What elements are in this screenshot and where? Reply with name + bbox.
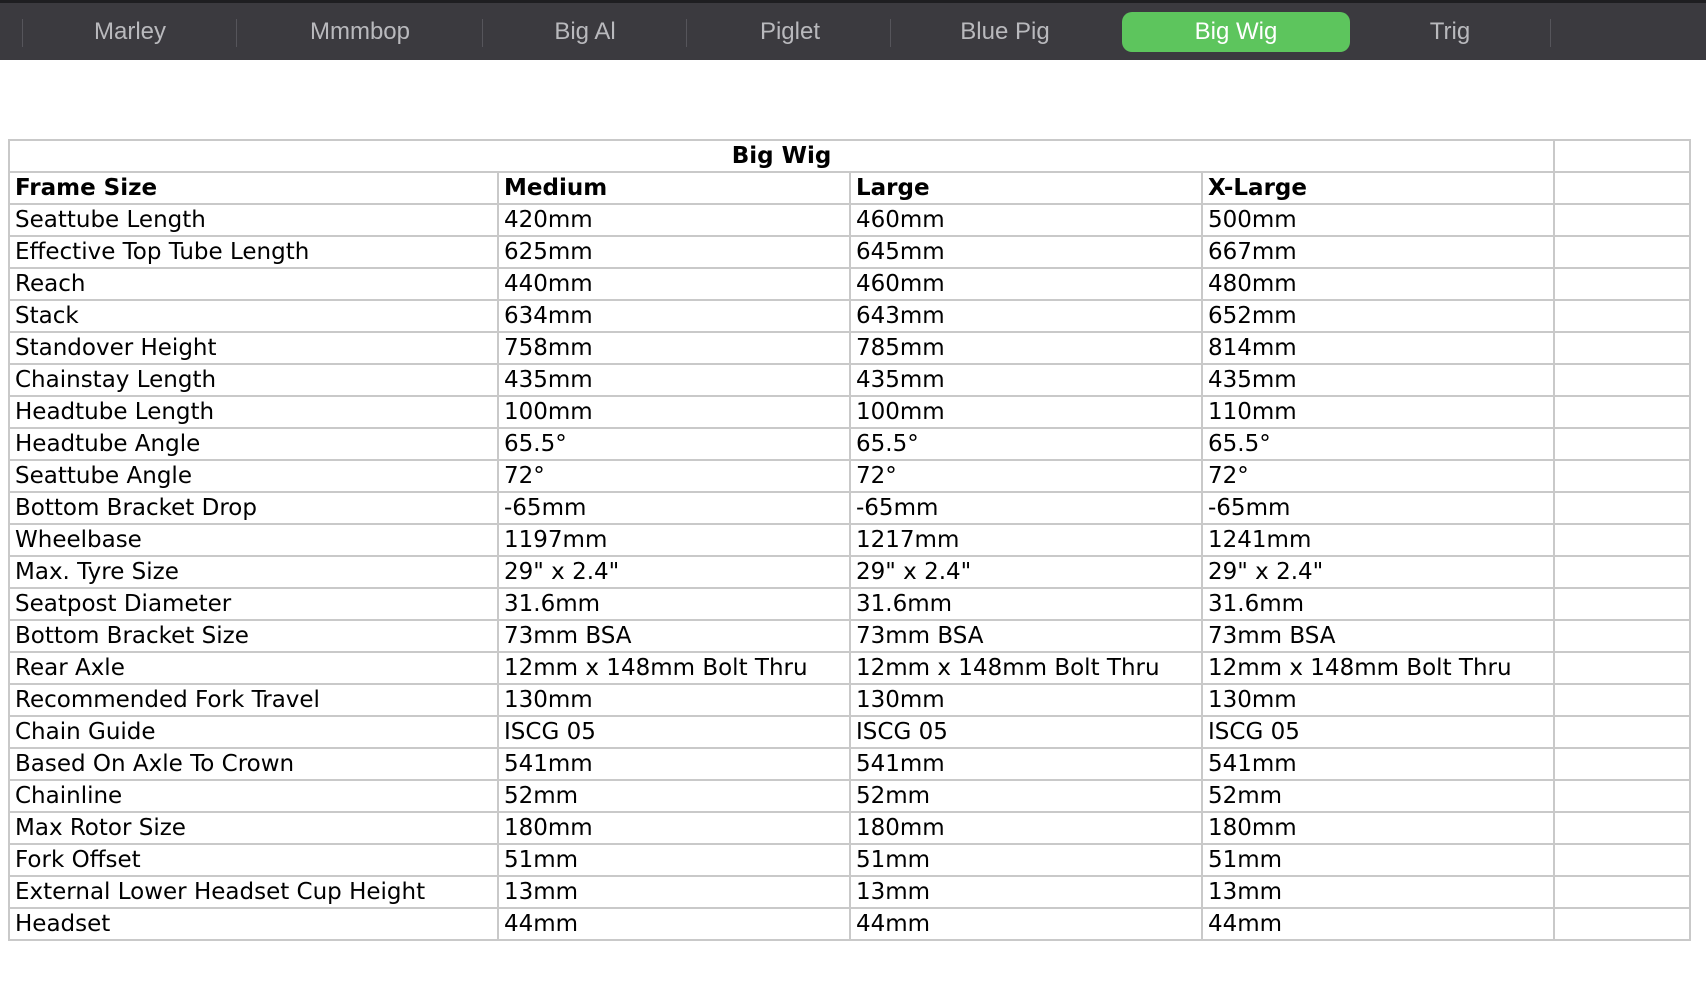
table-cell: 130mm (850, 684, 1202, 716)
row-label: Stack (9, 300, 498, 332)
table-cell: 29" x 2.4" (1202, 556, 1554, 588)
tab-trig[interactable]: Trig (1429, 18, 1471, 45)
table-cell: 29" x 2.4" (498, 556, 850, 588)
row-label: Effective Top Tube Length (9, 236, 498, 268)
table-row (9, 428, 1690, 460)
table-cell: 13mm (498, 876, 850, 908)
table-cell: 110mm (1202, 396, 1554, 428)
empty-cell (1554, 844, 1690, 876)
table-cell: 100mm (498, 396, 850, 428)
table-cell: 51mm (850, 844, 1202, 876)
table-cell: 52mm (498, 780, 850, 812)
table-cell: 52mm (850, 780, 1202, 812)
empty-cell (1554, 716, 1690, 748)
empty-cell (1554, 300, 1690, 332)
table-cell: 73mm BSA (498, 620, 850, 652)
table-cell: ISCG 05 (850, 716, 1202, 748)
model-tab-bar (0, 0, 1706, 60)
table-row (9, 620, 1690, 652)
table-cell: 31.6mm (1202, 588, 1554, 620)
table-cell: -65mm (1202, 492, 1554, 524)
table-cell: 634mm (498, 300, 850, 332)
table-cell: 13mm (850, 876, 1202, 908)
table-row (9, 748, 1690, 780)
table-cell: 44mm (850, 908, 1202, 940)
empty-cell (1554, 876, 1690, 908)
table-cell: 460mm (850, 268, 1202, 300)
table-cell: 785mm (850, 332, 1202, 364)
table-row (9, 524, 1690, 556)
table-row (9, 844, 1690, 876)
table-row (9, 300, 1690, 332)
row-label: Wheelbase (9, 524, 498, 556)
table-title: Big Wig (9, 140, 1554, 172)
empty-cell (1554, 172, 1690, 204)
table-cell: 52mm (1202, 780, 1554, 812)
table-row (9, 588, 1690, 620)
table-cell: 44mm (1202, 908, 1554, 940)
table-cell: ISCG 05 (498, 716, 850, 748)
empty-cell (1554, 812, 1690, 844)
geometry-table (8, 139, 1691, 941)
table-cell: 51mm (498, 844, 850, 876)
tab-separator (890, 19, 891, 47)
table-cell: 541mm (850, 748, 1202, 780)
tab-blue-pig[interactable]: Blue Pig (960, 18, 1050, 45)
empty-cell (1554, 268, 1690, 300)
empty-cell (1554, 620, 1690, 652)
tab-big-al[interactable]: Big Al (554, 18, 616, 45)
table-row (9, 268, 1690, 300)
row-label: Max Rotor Size (9, 812, 498, 844)
table-cell: 100mm (850, 396, 1202, 428)
empty-cell (1554, 236, 1690, 268)
row-label: External Lower Headset Cup Height (9, 876, 498, 908)
table-cell: 645mm (850, 236, 1202, 268)
table-cell: 65.5° (498, 428, 850, 460)
tab-marley[interactable]: Marley (93, 18, 166, 45)
table-cell: 667mm (1202, 236, 1554, 268)
table-cell: 130mm (498, 684, 850, 716)
empty-cell (1554, 428, 1690, 460)
table-cell: 541mm (498, 748, 850, 780)
table-cell: 500mm (1202, 204, 1554, 236)
table-row (9, 460, 1690, 492)
tab-mmmbop[interactable]: Mmmbop (309, 18, 411, 45)
table-cell: 625mm (498, 236, 850, 268)
table-cell: 31.6mm (850, 588, 1202, 620)
row-label: Chain Guide (9, 716, 498, 748)
table-cell: 435mm (1202, 364, 1554, 396)
column-header: Large (850, 172, 1202, 204)
table-cell: 180mm (850, 812, 1202, 844)
table-row (9, 332, 1690, 364)
empty-cell (1554, 908, 1690, 940)
row-label: Headset (9, 908, 498, 940)
empty-cell (1554, 140, 1690, 172)
row-label: Chainline (9, 780, 498, 812)
table-cell: -65mm (498, 492, 850, 524)
empty-cell (1554, 748, 1690, 780)
column-header: X-Large (1202, 172, 1554, 204)
table-cell: 435mm (498, 364, 850, 396)
row-label: Rear Axle (9, 652, 498, 684)
empty-cell (1554, 652, 1690, 684)
table-cell: 13mm (1202, 876, 1554, 908)
table-cell: 31.6mm (498, 588, 850, 620)
row-label: Fork Offset (9, 844, 498, 876)
table-cell: ISCG 05 (1202, 716, 1554, 748)
table-header-row (9, 172, 1690, 204)
table-cell: 435mm (850, 364, 1202, 396)
row-label: Bottom Bracket Drop (9, 492, 498, 524)
empty-cell (1554, 364, 1690, 396)
empty-cell (1554, 396, 1690, 428)
table-cell: 1241mm (1202, 524, 1554, 556)
empty-cell (1554, 684, 1690, 716)
column-header: Frame Size (9, 172, 498, 204)
table-cell: 12mm x 148mm Bolt Thru (1202, 652, 1554, 684)
empty-cell (1554, 556, 1690, 588)
row-label: Seattube Angle (9, 460, 498, 492)
table-cell: 130mm (1202, 684, 1554, 716)
table-cell: 65.5° (850, 428, 1202, 460)
row-label: Based On Axle To Crown (9, 748, 498, 780)
table-cell: 44mm (498, 908, 850, 940)
row-label: Headtube Angle (9, 428, 498, 460)
table-cell: 480mm (1202, 268, 1554, 300)
empty-cell (1554, 588, 1690, 620)
row-label: Standover Height (9, 332, 498, 364)
table-cell: 12mm x 148mm Bolt Thru (850, 652, 1202, 684)
row-label: Seatpost Diameter (9, 588, 498, 620)
table-cell: 72° (850, 460, 1202, 492)
row-label: Seattube Length (9, 204, 498, 236)
tab-piglet[interactable]: Piglet (759, 18, 821, 45)
tab-separator (482, 19, 483, 47)
tab-big-wig[interactable]: Big Wig (1122, 12, 1350, 52)
table-cell: 12mm x 148mm Bolt Thru (498, 652, 850, 684)
table-cell: 73mm BSA (850, 620, 1202, 652)
empty-cell (1554, 524, 1690, 556)
empty-cell (1554, 204, 1690, 236)
table-title-row (9, 140, 1690, 172)
table-cell: 440mm (498, 268, 850, 300)
table-cell: 652mm (1202, 300, 1554, 332)
table-row (9, 716, 1690, 748)
table-cell: 814mm (1202, 332, 1554, 364)
table-cell: 643mm (850, 300, 1202, 332)
table-row (9, 556, 1690, 588)
empty-cell (1554, 780, 1690, 812)
empty-cell (1554, 492, 1690, 524)
table-cell: 758mm (498, 332, 850, 364)
table-row (9, 364, 1690, 396)
table-row (9, 812, 1690, 844)
row-label: Recommended Fork Travel (9, 684, 498, 716)
empty-cell (1554, 332, 1690, 364)
row-label: Chainstay Length (9, 364, 498, 396)
tab-separator (686, 19, 687, 47)
table-row (9, 684, 1690, 716)
table-cell: 73mm BSA (1202, 620, 1554, 652)
row-label: Reach (9, 268, 498, 300)
table-row (9, 908, 1690, 940)
table-cell: 1197mm (498, 524, 850, 556)
geometry-table-container (8, 139, 1689, 941)
table-cell: 65.5° (1202, 428, 1554, 460)
table-cell: 29" x 2.4" (850, 556, 1202, 588)
empty-cell (1554, 460, 1690, 492)
table-row (9, 652, 1690, 684)
row-label: Bottom Bracket Size (9, 620, 498, 652)
column-header: Medium (498, 172, 850, 204)
table-cell: 420mm (498, 204, 850, 236)
table-row (9, 204, 1690, 236)
table-cell: 72° (1202, 460, 1554, 492)
table-cell: 51mm (1202, 844, 1554, 876)
tab-separator (1550, 19, 1551, 47)
table-cell: 180mm (498, 812, 850, 844)
row-label: Headtube Length (9, 396, 498, 428)
row-label: Max. Tyre Size (9, 556, 498, 588)
table-cell: 180mm (1202, 812, 1554, 844)
table-cell: 460mm (850, 204, 1202, 236)
tab-separator (236, 19, 237, 47)
table-row (9, 492, 1690, 524)
table-cell: -65mm (850, 492, 1202, 524)
table-cell: 72° (498, 460, 850, 492)
table-body (9, 204, 1690, 940)
table-cell: 541mm (1202, 748, 1554, 780)
table-row (9, 876, 1690, 908)
table-row (9, 236, 1690, 268)
tab-separator (22, 19, 23, 47)
table-cell: 1217mm (850, 524, 1202, 556)
table-row (9, 396, 1690, 428)
table-row (9, 780, 1690, 812)
